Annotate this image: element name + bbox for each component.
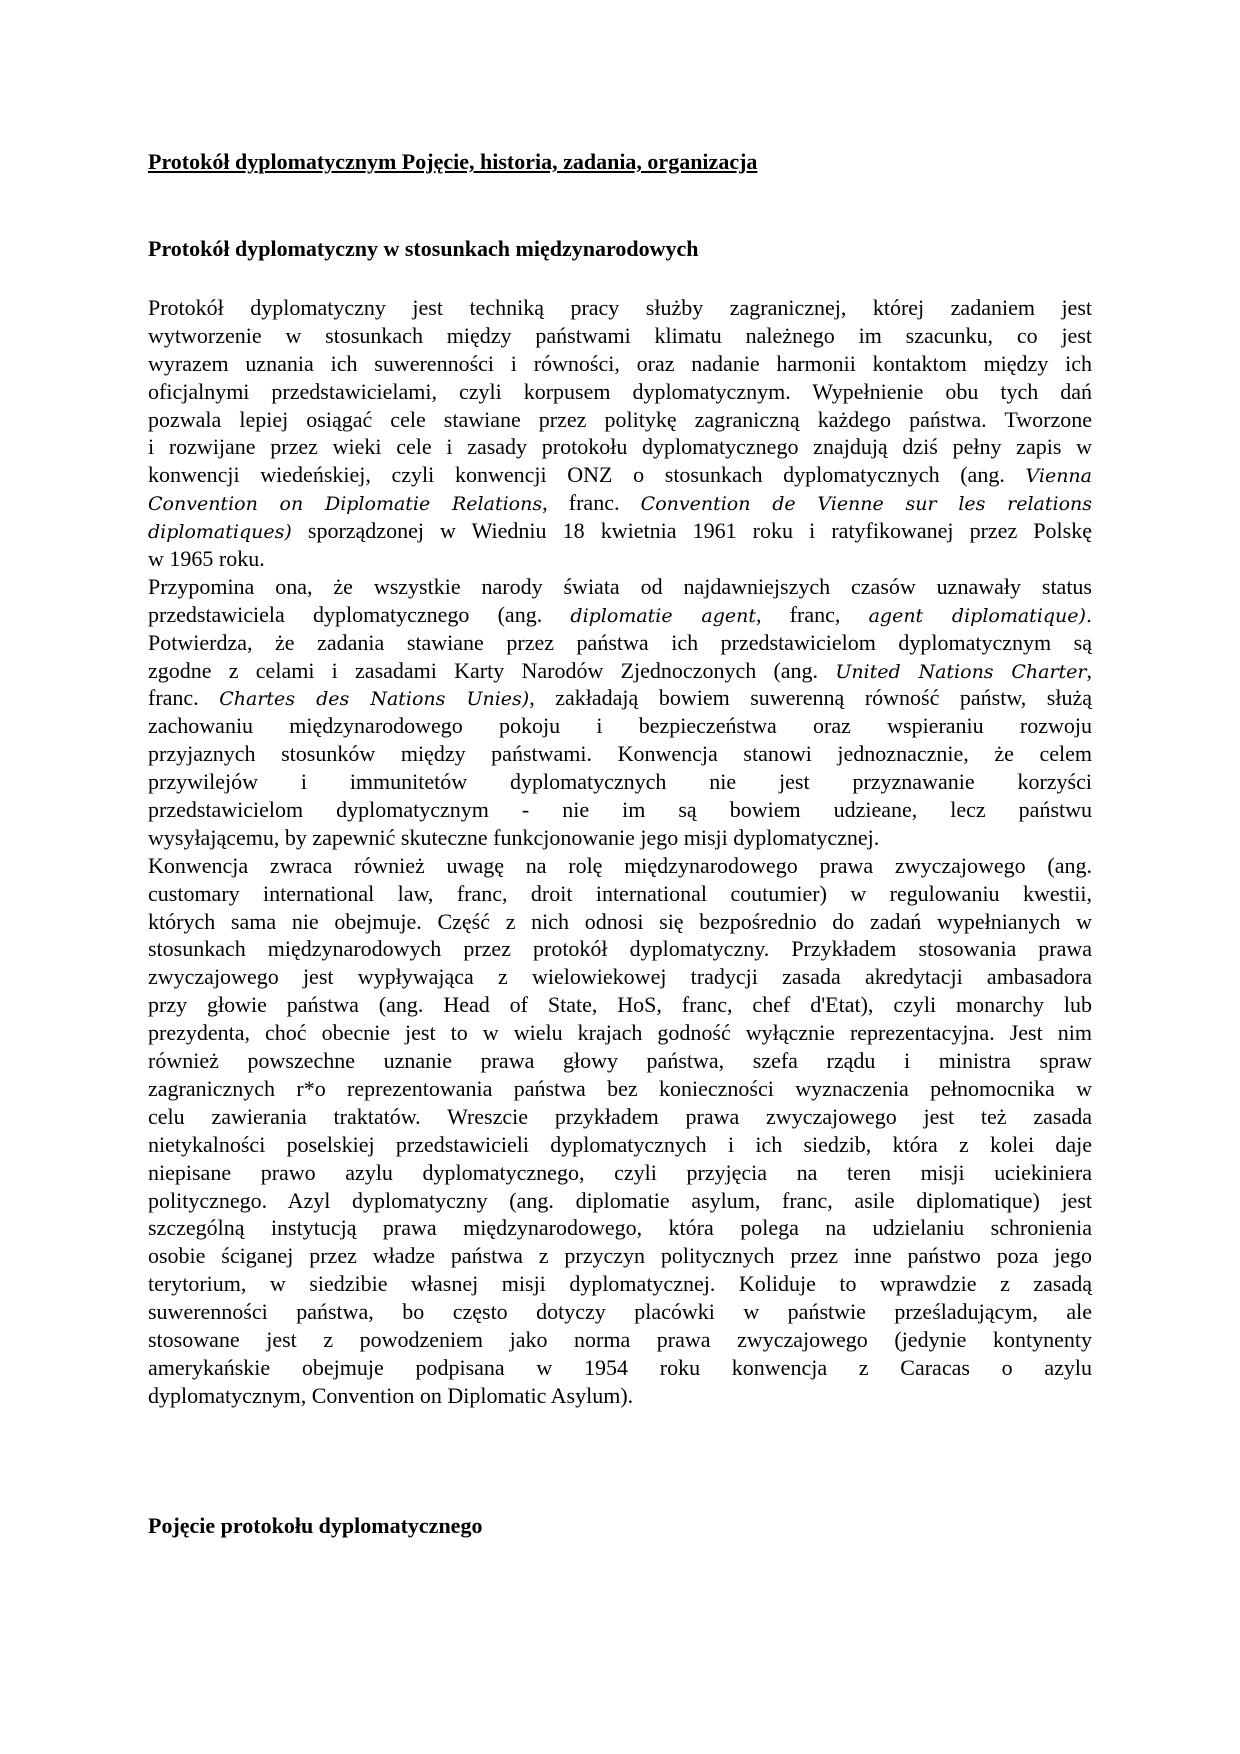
text: wyrazem uznania ich suwerenności i równości, oraz nadanie harmonii kontaktom między ich xyxy=(148,350,1092,376)
text: sporządzonej w Wiedniu 18 kwietnia 1961 roku i ratyfikowanej przez Polskę xyxy=(291,518,1092,544)
text: osobie ściganej przez władze państwa z przyczyn politycznych przez inne państwo poza jego xyxy=(148,1243,1092,1269)
text-line xyxy=(148,433,1092,461)
text: zgodne z celami i zasadami Karty Narodów Zjednoczonych (ang. xyxy=(148,657,836,683)
text: zachowaniu międzynarodowego pokoju i bezpieczeństwa oraz wspieraniu rozwoju xyxy=(148,713,1092,739)
italic-text: Vienna xyxy=(1025,465,1092,488)
text: zwyczajowego jest wypływająca z wielowiekowej tradycji zasada akredytacji ambasadora xyxy=(148,964,1092,990)
text: przedstawicielom dyplomatycznym - nie im są bowiem udzieane, lecz państwu xyxy=(148,797,1092,823)
italic-text: Convention de Vienne sur les relations xyxy=(640,493,1092,516)
text-line xyxy=(148,601,1092,629)
text: , franc. xyxy=(542,490,641,516)
text-line xyxy=(148,545,1092,573)
text: prezydenta, choć obecnie jest to w wielu krajach godność wyłącznie reprezentacyjna. Jest nim xyxy=(148,1020,1092,1046)
text: wysyłającemu, by zapewnić skuteczne funkcjonowanie jego misji dyplomatycznej. xyxy=(148,824,880,850)
section-heading-protocol-in-international-relations: Protokół dyplomatyczny w stosunkach międzynarodowych xyxy=(148,236,699,261)
text: Przypomina ona, że wszystkie narody świata od najdawniejszych czasów uznawały status xyxy=(148,573,1092,599)
text-line xyxy=(148,294,1092,322)
text: Konwencja zwraca również uwagę na rolę międzynarodowego prawa zwyczajowego (ang. xyxy=(148,852,1092,878)
document-title: Protokół dyplomatycznym Pojęcie, historia, zadania, organizacja xyxy=(148,149,758,174)
text: , franc, xyxy=(755,601,869,627)
text-line xyxy=(148,629,1092,657)
text-line xyxy=(148,1075,1092,1103)
text-line xyxy=(148,1298,1092,1326)
text: , xyxy=(1086,657,1092,683)
text: politycznego. Azyl dyplomatyczny (ang. diplomatie asylum, franc, asile diplomatique) jest xyxy=(148,1187,1092,1213)
text-line xyxy=(148,1019,1092,1047)
text: oficjalnymi przedstawicielami, czyli korpusem dyplomatycznym. Wypełnienie obu tych dań xyxy=(148,378,1092,404)
paragraph xyxy=(148,294,1092,573)
text-line xyxy=(148,350,1092,378)
text: Protokół dyplomatyczny jest techniką pracy służby zagranicznej, której zadaniem jest xyxy=(148,295,1092,320)
text: customary international law, franc, droit international coutumier) w regulowaniu kwestii, xyxy=(148,880,1092,906)
text: niepisane prawo azylu dyplomatycznego, czyli przyjęcia na teren misji uciekiniera xyxy=(148,1159,1092,1185)
text-line xyxy=(148,796,1092,824)
text: i rozwijane przez wieki cele i zasady protokołu dyplomatycznego znajdują dziś pełny zapis w xyxy=(148,434,1092,460)
text-line xyxy=(148,461,1092,489)
document-body xyxy=(148,294,1092,1410)
text-line xyxy=(148,908,1092,936)
italic-text: United Nations Charter xyxy=(835,660,1087,683)
text-line xyxy=(148,406,1092,434)
text: przedstawiciela dyplomatycznego (ang. xyxy=(148,601,571,627)
text: franc. xyxy=(148,685,220,711)
text: przy głowie państwa (ang. Head of State, HoS, franc, chef d'Etat), czyli monarchy lub xyxy=(148,992,1092,1018)
text-line xyxy=(148,1242,1092,1270)
text: zagranicznych r*o reprezentowania państwa bez konieczności wyznaczenia pełnomocnika w xyxy=(148,1075,1092,1101)
text-line xyxy=(148,573,1092,601)
text: stosowane jest z powodzeniem jako norma prawa zwyczajowego (jedynie kontynenty xyxy=(148,1326,1092,1352)
text-line xyxy=(148,852,1092,880)
text-line xyxy=(148,712,1092,740)
text: amerykańskie obejmuje podpisana w 1954 roku konwencja z Caracas o azylu xyxy=(148,1354,1092,1380)
text-line xyxy=(148,1131,1092,1159)
text: przywilejów i immunitetów dyplomatycznych nie jest przyznawanie korzyści xyxy=(148,769,1092,795)
text-line xyxy=(148,768,1092,796)
text-line xyxy=(148,935,1092,963)
text: konwencji wiedeńskiej, czyli konwencji ONZ o stosunkach dyplomatycznych (ang. xyxy=(148,462,1026,488)
text-line xyxy=(148,991,1092,1019)
italic-text: diplomatiques) xyxy=(148,521,292,544)
section-heading-protocol-concept: Pojęcie protokołu dyplomatycznego xyxy=(148,1513,483,1538)
text-line xyxy=(148,1187,1092,1215)
text: stosunkach międzynarodowych przez protokół dyplomatyczny. Przykładem stosowania prawa xyxy=(148,936,1092,962)
text: również powszechne uznanie prawa głowy państwa, szefa rządu i ministra spraw xyxy=(148,1048,1092,1074)
text-line xyxy=(148,1214,1092,1242)
text: , zakładają bowiem suwerenną równość państw, służą xyxy=(529,685,1093,711)
text-line xyxy=(148,1047,1092,1075)
text-line xyxy=(148,1354,1092,1382)
text: terytorium, w siedzibie własnej misji dyplomatycznej. Koliduje to wprawdzie z zasadą xyxy=(148,1271,1092,1297)
text: szczególną instytucją prawa międzynarodowego, która polega na udzielaniu schronienia xyxy=(148,1215,1092,1241)
text-line xyxy=(148,824,1092,852)
text: wytworzenie w stosunkach między państwami klimatu należnego im szacunku, co jest xyxy=(148,322,1092,348)
italic-text: Convention on Diplomatie Relations xyxy=(148,493,543,516)
text-line xyxy=(148,1326,1092,1354)
text-line xyxy=(148,740,1092,768)
text-line xyxy=(148,657,1092,685)
text-line xyxy=(148,489,1092,517)
text-line xyxy=(148,517,1092,545)
italic-text: agent diplomatique). xyxy=(868,604,1092,627)
text: pozwala lepiej osiągać cele stawiane przez politykę zagraniczną każdego państwa. Tworzone xyxy=(148,406,1092,432)
text-line xyxy=(148,1270,1092,1298)
text: których sama nie obejmuje. Część z nich odnosi się bezpośrednio do zadań wypełnianych w xyxy=(148,908,1092,934)
text: suwerenności państwa, bo często dotyczy placówki w państwie prześladującym, ale xyxy=(148,1299,1092,1325)
text-line xyxy=(148,1103,1092,1131)
text: przyjaznych stosunków między państwami. Konwencja stanowi jednoznacznie, że celem xyxy=(148,741,1092,767)
text: Potwierdza, że zadania stawiane przez państwa ich przedstawicielom dyplomatycznym są xyxy=(148,629,1092,655)
text: nietykalności poselskiej przedstawicieli dyplomatycznych i ich siedzib, która z kolei daje xyxy=(148,1131,1092,1157)
text-line xyxy=(148,378,1092,406)
text-line xyxy=(148,322,1092,350)
italic-text: diplomatie agent xyxy=(570,604,756,627)
text-line xyxy=(148,880,1092,908)
text: w 1965 roku. xyxy=(148,546,265,572)
text-line xyxy=(148,963,1092,991)
text-line xyxy=(148,1159,1092,1187)
paragraph xyxy=(148,852,1092,1410)
text: dyplomatycznym, Convention on Diplomatic Asylum). xyxy=(148,1382,634,1408)
text-line xyxy=(148,1382,1092,1410)
italic-text: Chartes des Nations Unies) xyxy=(219,688,530,711)
paragraph xyxy=(148,573,1092,852)
text-line xyxy=(148,684,1092,712)
text: celu zawierania traktatów. Wreszcie przykładem prawa zwyczajowego jest też zasada xyxy=(148,1103,1092,1129)
